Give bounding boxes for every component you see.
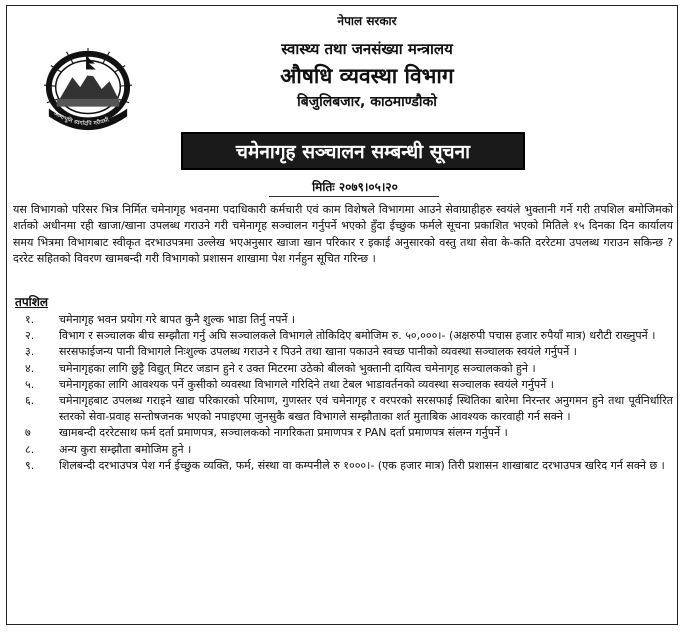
condition-text: चमेनागृहका लागि छुट्टै विद्युत् मिटर जडान हुने र उक्त मिटरमा उठेको बीलको भुक्तानी दायित्व चमेनागृह सञ्चालकको हुने । (59, 361, 536, 375)
condition-item (15, 458, 673, 474)
notice-title: चमेनागृह सञ्चालन सम्बन्धी सूचना (181, 132, 525, 170)
condition-number: ६. (25, 394, 35, 408)
notice-intro-paragraph: यस विभागको परिसर भित्र निर्मित चमेनागृह भवनमा पदाधिकारी कर्मचारी एवं काम विशेषले विभागमा आउने सेवाग्राहीहरु स्वयंले भुक्तानी गर्ने गरी तपशिल बमोजिमको शर्तको अधीनमा रही खाजा/खाना उपलब्ध गराउने गरी चमेनागृह सञ्चालन गर्नुपर्ने भएको हुँदा ईच्छुक फर्मले सूचना प्रकाशित भएको मितिले १५ दिनका दिन कार्यालय समय भित्रमा विभागबाट स्वीकृत दरभाउपत्रमा उल्लेख भएअनुसार खाजा खान परिकार र इकाई अनुसारको वस्तु तथा सेवा के-कति दररेटमा उपलब्ध गराउन सकिन्छ ? दररेट सहितको विवरण खामबन्दी गरी विभागको प्रशासन शाखामा पेश गर्नहुन सूचित गरिन्छ । (13, 203, 673, 266)
condition-number: ५. (25, 377, 35, 391)
condition-item (15, 361, 673, 377)
conditions-list (15, 312, 673, 474)
nepal-government-emblem-icon (39, 44, 137, 136)
condition-item (15, 393, 673, 425)
condition-number: ७ (25, 426, 31, 440)
condition-number: २. (25, 329, 35, 343)
condition-number: १. (25, 313, 35, 326)
condition-item (15, 344, 673, 360)
condition-text: चमेनागृहका लागि आवश्यक पर्ने कुसीको व्यवस्था विभागले गरिदिने तथा टेबल भाडावर्तनको व्यवस्था सञ्चालक स्वयंले गर्नुपर्ने । (59, 377, 554, 391)
condition-number: ८. (25, 442, 35, 456)
condition-text: चमेनागृहबाट उपलब्ध गराइने खाद्य परिकारको परिमाण, गुणस्तर एवं चमेनागृह र वरपरको सरसफाई स्थितिका बारेमा निरन्तर अनुगमन हुने तथा पूर्वनिर्धारित स्तरको सेवा-प्रवाह सन्तोषजनक भएको नपाइएमा जुनसुकै बखत विभागले सम्झौताका शर्त मुताबिक आवश्यक कारवाही गर्न सक्ने । (59, 394, 673, 424)
condition-item (15, 442, 673, 458)
condition-text: विभाग र सञ्चालक बीच सम्झौता गर्नु अघि सञ्चालकले विभागले तोकिदिए बमोजिम रु. ५०,०००।- (अक्षरुपी पचास हजार रुपैयाँ मात्र) धरौटी राख्नुपर्ने । (59, 329, 656, 343)
ministry-name: स्वास्थ्य तथा जनसंख्या मन्त्रालय (281, 40, 453, 58)
condition-number: ३. (25, 345, 35, 359)
conditions-heading: तपशिल (15, 295, 49, 309)
department-name: औषधि व्यवस्था विभाग (280, 64, 454, 88)
condition-number: ९. (25, 458, 35, 472)
condition-item (15, 312, 673, 328)
office-address: बिजुलिबजार, काठमाण्डौको (297, 94, 437, 110)
condition-text: अन्य कुरा सम्झौता बमोजिम हुने । (59, 442, 192, 456)
condition-item (15, 425, 673, 441)
condition-text: खामबन्दी दररेटसाथ फर्म दर्ता प्रमाणपत्र, सञ्चालकको नागरिकता प्रमाणपत्र र PAN दर्ता प्रमाणपत्र संलग्न गर्नुपर्ने । (59, 426, 508, 440)
svg-text:आमाभूमि स्वर्गादपि गरीयसी: आमाभूमि स्वर्गादपि गरीयसी (52, 110, 110, 128)
condition-text: सरसफाईजन्य पानी विभागले निःशुल्क उपलब्ध गराउने र पिउने तथा खाना पकाउने स्वच्छ पानीको व्यवस्था सञ्चालक स्वयंले गर्नुपर्ने । (59, 345, 577, 359)
condition-text: चमेनागृह भवन प्रयोग गरे बापत कुनै शुल्क भाडा तिर्नु नपर्ने । (59, 313, 296, 326)
country-name: नेपाल सरकार (337, 14, 397, 28)
condition-number: ४. (25, 361, 35, 375)
date-underline (269, 196, 439, 197)
notice-document (6, 5, 678, 625)
condition-item (15, 377, 673, 393)
office-header (157, 12, 577, 112)
condition-text: शिलबन्दी दरभाउपत्र पेश गर्न ईच्छुक व्यक्ति, फर्म, संस्था वा कम्पनीले रु १०००।- (एक हजार मात्र) तिरी प्रशासन शाखाबाट दरभाउपत्र खरिद गर्न सक्ने छ । (59, 458, 665, 472)
notice-date: मितिः २०७९।०५।२० (312, 180, 398, 194)
condition-item (15, 328, 673, 344)
